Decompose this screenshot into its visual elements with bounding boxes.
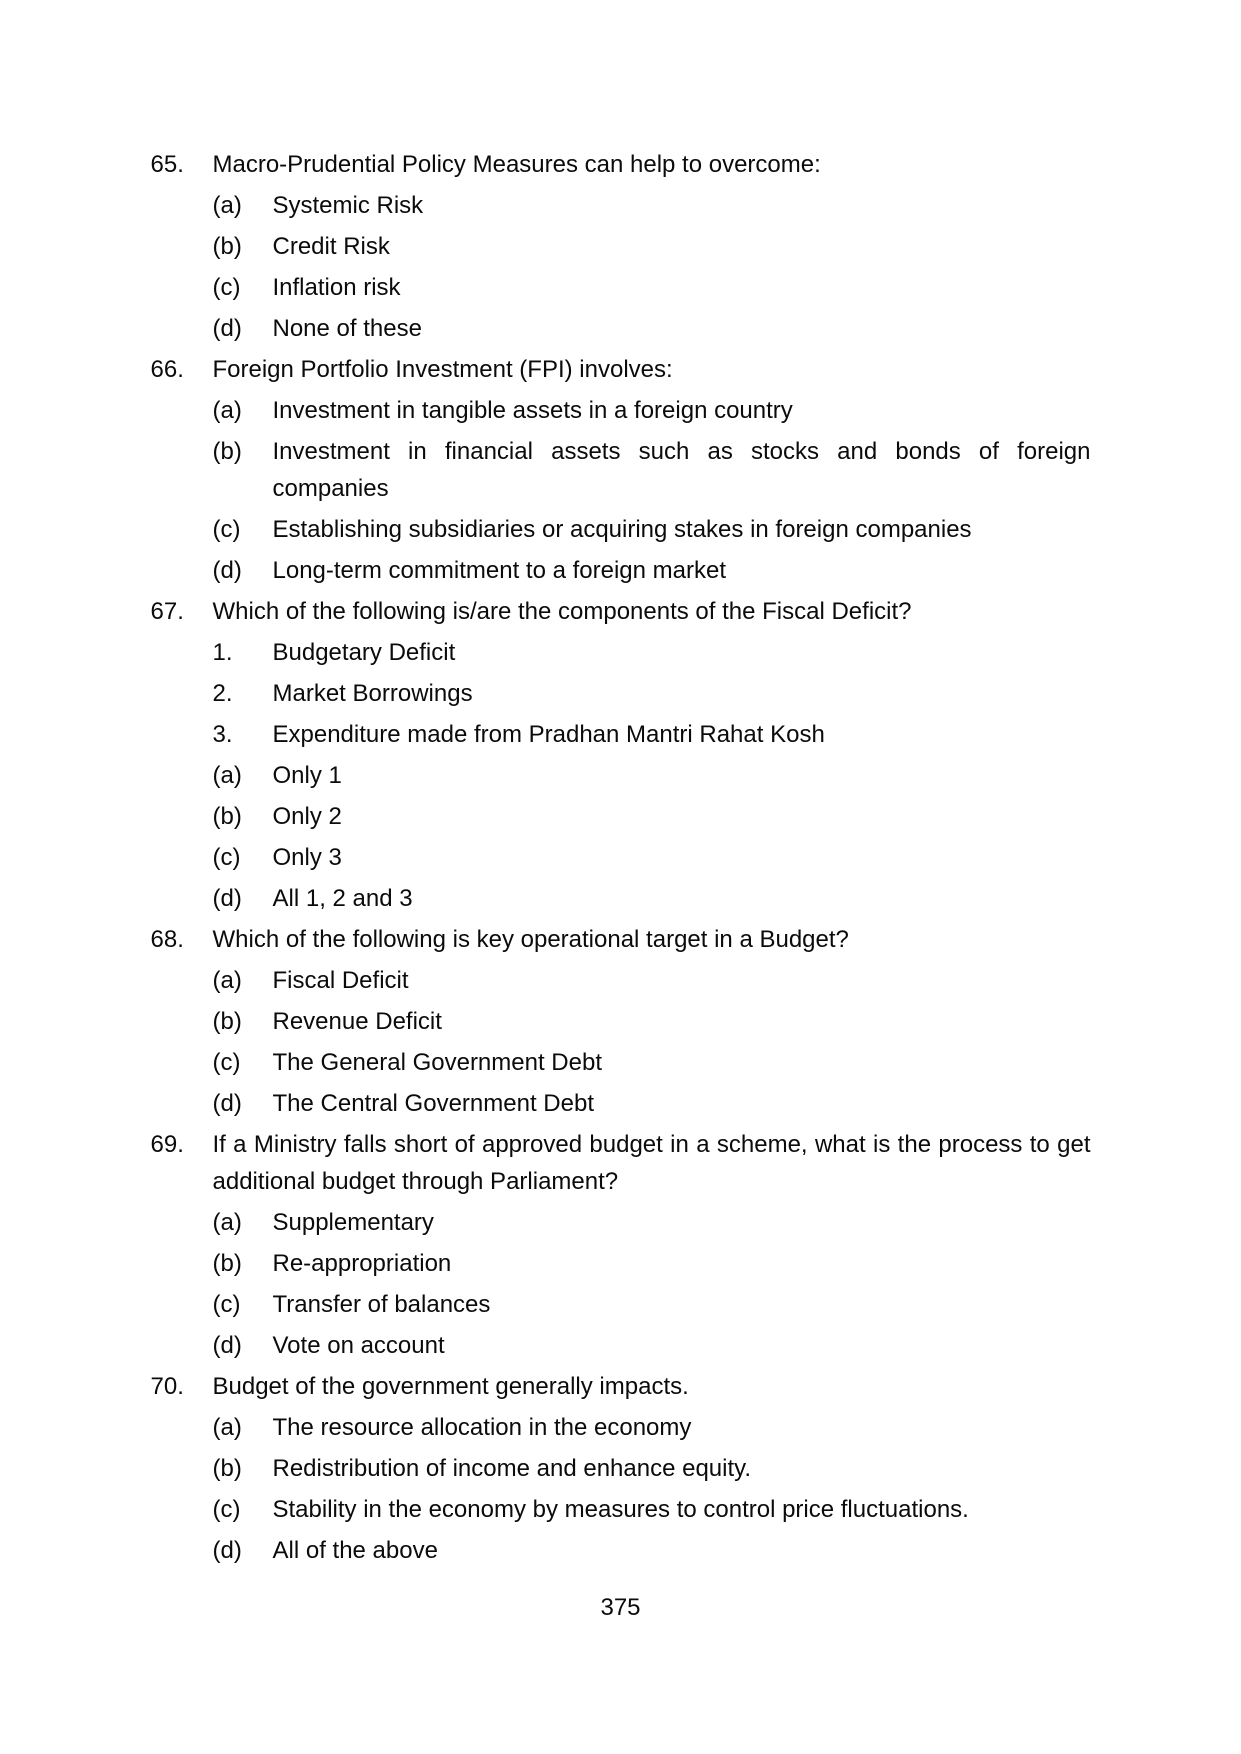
option-row [213,1044,1091,1081]
option-marker: (b) [212,1455,242,1482]
option-marker: (c) [212,1291,241,1318]
option-row [213,1245,1091,1282]
option-marker: (b) [212,803,242,830]
option-text: Re-appropriation [272,1250,452,1277]
page-number: 375 [600,1594,641,1621]
option-marker: (b) [212,1008,242,1035]
option-text: Establishing subsidiaries or acquiring stakes in foreign companies [272,516,972,543]
option-row [213,1286,1091,1323]
statement-marker: 3. [212,721,233,748]
option-text: Systemic Risk [272,192,424,219]
option-row [213,1491,1091,1528]
document-page [151,0,1091,1626]
option-text: None of these [272,315,422,342]
option-marker: (c) [212,1496,241,1523]
option-row [213,1204,1091,1241]
question-text: Which of the following is/are the components of the Fiscal Deficit? [212,598,912,625]
option-marker: (b) [212,438,242,465]
option-marker: (a) [212,762,242,789]
option-marker: (c) [212,516,241,543]
option-marker: (a) [212,967,242,994]
question-number: 69. [150,1131,184,1158]
option-marker: (d) [212,885,242,912]
question-65 [151,146,1091,351]
option-marker: (a) [212,1414,242,1441]
statement-text: Expenditure made from Pradhan Mantri Rahat Kosh [272,721,825,748]
option-row [213,1532,1091,1569]
question-number: 67. [150,598,184,625]
option-text: Long-term commitment to a foreign market [272,557,727,584]
option-text: Only 1 [272,762,342,789]
option-text: The General Government Debt [272,1049,602,1076]
question-69 [151,1126,1091,1368]
option-row [213,269,1091,306]
option-marker: (a) [212,1209,242,1236]
option-row [213,839,1091,876]
option-row [213,552,1091,589]
question-66 [151,351,1091,593]
option-row [213,511,1091,548]
option-marker: (b) [212,1250,242,1277]
option-row [213,962,1091,999]
option-text: Fiscal Deficit [272,967,409,994]
option-row [213,1003,1091,1040]
option-row [213,1085,1091,1122]
option-marker: (b) [212,233,242,260]
option-marker: (d) [212,1537,242,1564]
option-text: Only 3 [272,844,342,871]
option-row [213,798,1091,835]
option-text: Vote on account [272,1332,445,1359]
statement-marker: 2. [212,680,233,707]
option-row [213,392,1091,429]
option-row [213,757,1091,794]
option-row [213,433,1091,507]
statement-text: Budgetary Deficit [272,639,456,666]
option-marker: (a) [212,397,242,424]
option-text: Supplementary [272,1209,434,1236]
option-text: Revenue Deficit [272,1008,442,1035]
question-68 [151,921,1091,1126]
option-marker: (c) [212,1049,241,1076]
option-text: The Central Government Debt [272,1090,594,1117]
option-text: Credit Risk [272,233,390,260]
option-marker: (c) [212,274,241,301]
question-text: Foreign Portfolio Investment (FPI) involves: [212,356,673,383]
option-row [213,1327,1091,1364]
option-row [213,1450,1091,1487]
option-text: Investment in financial assets such as stocks and bonds of foreign companies [272,438,1091,502]
option-text: All of the above [272,1537,438,1564]
question-text: If a Ministry falls short of approved budget in a scheme, what is the process to get additional budget through Parliament? [212,1131,1091,1195]
statement-row [213,675,1091,712]
option-row [213,310,1091,347]
option-marker: (d) [212,557,242,584]
option-text: The resource allocation in the economy [272,1414,692,1441]
question-number: 68. [150,926,184,953]
question-number: 65. [150,151,184,178]
option-text: All 1, 2 and 3 [272,885,413,912]
question-67 [151,593,1091,921]
statement-text: Market Borrowings [272,680,473,707]
option-marker: (d) [212,1332,242,1359]
question-text: Macro-Prudential Policy Measures can help to overcome: [212,151,821,178]
option-row [213,228,1091,265]
option-text: Only 2 [272,803,342,830]
statement-marker: 1. [212,639,233,666]
option-marker: (a) [212,192,242,219]
statement-row [213,716,1091,753]
option-text: Inflation risk [272,274,401,301]
option-text: Redistribution of income and enhance equity. [272,1455,752,1482]
option-row [213,1409,1091,1446]
option-text: Investment in tangible assets in a foreign country [272,397,793,424]
option-marker: (d) [212,1090,242,1117]
question-70 [151,1368,1091,1573]
option-text: Transfer of balances [272,1291,491,1318]
option-marker: (d) [212,315,242,342]
question-number: 66. [150,356,184,383]
question-text: Budget of the government generally impacts. [212,1373,689,1400]
option-row [213,187,1091,224]
question-text: Which of the following is key operational target in a Budget? [212,926,849,953]
question-number: 70. [150,1373,184,1400]
statement-row [213,634,1091,671]
option-text: Stability in the economy by measures to control price fluctuations. [272,1496,969,1523]
option-row [213,880,1091,917]
option-marker: (c) [212,844,241,871]
